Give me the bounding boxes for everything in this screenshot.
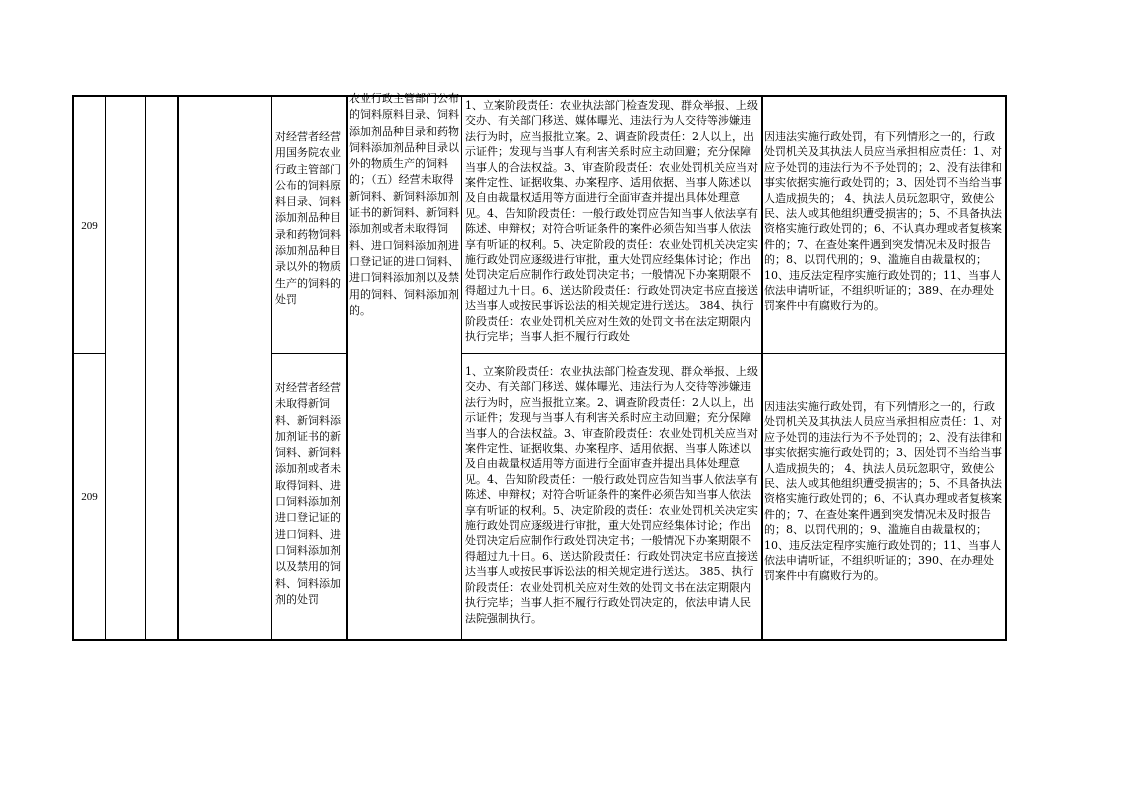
- column-divider: [177, 97, 179, 639]
- row-number: 209: [81, 491, 98, 503]
- accountability-text: 因违法实施行政处罚，有下列情形之一的，行政处罚机关及其执法人员应当承担相应责任：1、对应予处罚的违法行为不予处罚的；2、没有法律和事实依据实施行政处罚的；3、因处罚不当给当事人造成损失的； 4、执法人员玩忽职守，致使公民、法人或其他组织遭受损害的；5、不具备执法资格实施行政处罚的；6、不认真办理或者复核案件的；7、在查处案件遇到突发情况未及时报告的；8、以罚代刑的；9、滥施自由裁量权的；10、违反法定程序实施行政处罚的；11、当事人依法申请听证，不组织听证的；389、在办理处罚案件中有腐败行为的。: [764, 130, 1002, 313]
- row-divider: [461, 353, 761, 354]
- penalty-item: 对经营者经营未取得新饲料、新饲料添加剂证书的新饲料、新饲料添加剂或者未取得饲料、进口饲料添加剂进口登记证的进口饲料、进口饲料添加剂以及禁用的饲料、饲料添加剂的处罚: [275, 381, 341, 606]
- row-divider: [271, 353, 346, 354]
- column-divider: [761, 97, 763, 639]
- legal-basis: 农业行政主管部门公布的饲料原料目录、饲料添加剂品种目录和药物饲料添加剂品种目录以外的物质生产的饲料的；（五）经营未取得新饲料、新饲料添加剂证书的新饲料、新饲料添加剂或者未取得饲料、进口饲料添加剂进口登记证的进口饲料、进口饲料添加剂以及禁用的饲料、饲料添加剂的。: [349, 92, 459, 317]
- penalty-table: [72, 92, 1007, 641]
- column-divider: [271, 97, 272, 639]
- row-number: 209: [81, 220, 98, 232]
- responsibility-text: 1、立案阶段责任：农业执法部门检查发现、群众举报、上级交办、有关部门移送、媒体曝光、违法行为人交待等涉嫌违法行为时，应当报批立案。2、调查阶段责任：2人以上，出示证件；发现与当事人有利害关系时应主动回避；充分保障当事人的合法权益。3、审查阶段责任：农业处罚机关应当对案件定性、证据收集、办案程序、适用依据、当事人陈述以及自由裁量权适用等方面进行全面审查并提出具体处理意见。4、告知阶段责任：一般行政处罚应告知当事人依法享有陈述、申辩权；对符合听证条件的案件必须告知当事人依法享有听证的权利。5、决定阶段的责任：农业处罚机关决定实施行政处罚应逐级进行审批，重大处罚应经集体讨论；作出处罚决定后应制作行政处罚决定书；一般情况下办案期限不得超过九十日。6、送达阶段责任：行政处罚决定书应直接送达当事人或按民事诉讼法的相关规定进行送达。 384、执行阶段责任：农业处罚机关应对生效的处罚文书在法定期限内执行完毕；当事人拒不履行行政处: [465, 99, 758, 344]
- column-divider: [346, 97, 348, 639]
- column-divider: [145, 97, 146, 639]
- accountability-text: 因违法实施行政处罚，有下列情形之一的，行政处罚机关及其执法人员应当承担相应责任：1、对应予处罚的违法行为不予处罚的；2、没有法律和事实依据实施行政处罚的；3、因处罚不当给当事人造成损失的； 4、执法人员玩忽职守，致使公民、法人或其他组织遭受损害的；5、不具备执法资格实施行政处罚的；6、不认真办理或者复核案件的；7、在查处案件遇到突发情况未及时报告的；8、以罚代刑的；9、滥施自由裁量权的；10、违反法定程序实施行政处罚的；11、当事人依法申请听证，不组织听证的；390、在办理处罚案件中有腐败行为的。: [764, 400, 1002, 583]
- row-divider: [74, 353, 105, 354]
- penalty-item: 对经营者经营用国务院农业行政主管部门公布的饲料原料目录、饲料添加剂品种目录和药物饲料添加剂品种目录以外的物质生产的饲料的处罚: [275, 130, 341, 306]
- column-divider: [105, 97, 106, 639]
- column-divider: [461, 97, 462, 639]
- responsibility-text: 1、立案阶段责任：农业执法部门检查发现、群众举报、上级交办、有关部门移送、媒体曝光、违法行为人交待等涉嫌违法行为时，应当报批立案。2、调查阶段责任：2人以上，出示证件；发现与当事人有利害关系时应主动回避；充分保障当事人的合法权益。3、审查阶段责任：农业处罚机关应当对案件定性、证据收集、办案程序、适用依据、当事人陈述以及自由裁量权适用等方面进行全面审查并提出具体处理意见。4、告知阶段责任：一般行政处罚应告知当事人依法享有陈述、申辩权；对符合听证条件的案件必须告知当事人依法享有听证的权利。5、决定阶段的责任：农业处罚机关决定实施行政处罚应逐级进行审批，重大处罚应经集体讨论；作出处罚决定后应制作行政处罚决定书；一般情况下办案期限不得超过九十日。6、送达阶段责任：行政处罚决定书应直接送达当事人或按民事诉讼法的相关规定进行送达。 385、执行阶段责任：农业处罚机关应对生效的处罚文书在法定期限内执行完毕；当事人拒不履行行政处罚决定的，依法申请人民法院强制执行。: [465, 365, 758, 625]
- row-divider: [761, 353, 1007, 354]
